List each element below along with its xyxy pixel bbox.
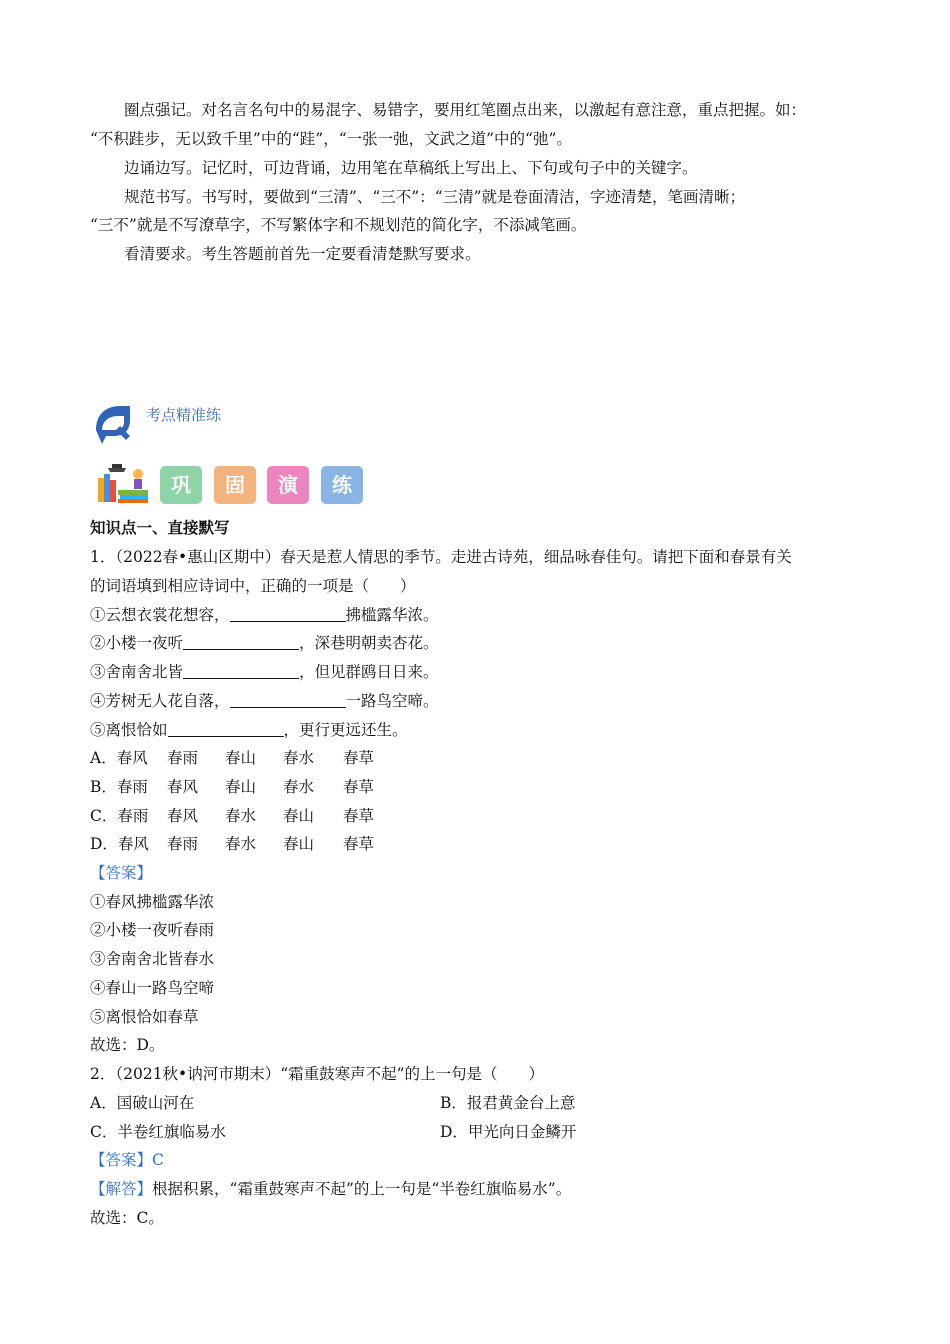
tile-gong: 巩 — [160, 466, 202, 504]
q1-answer-line-4: ④春山一路鸟空啼 — [90, 979, 215, 997]
answer-blank — [168, 720, 284, 737]
answer-blank — [230, 605, 346, 622]
kp1-title: 知识点一、直接默写 — [90, 518, 230, 537]
q2-option-c: C．半卷红旗临易水 — [90, 1123, 226, 1141]
q1-choice: 故选：D。 — [90, 1036, 165, 1054]
tile-yan: 演 — [267, 466, 309, 504]
q1-blank-5: ⑤离恨恰如 ，更行更远还生。 — [90, 721, 408, 739]
intro-line-3: 边诵边写。记忆时，可边背诵，边用笔在草稿纸上写出上、下句或句子中的关键字。 — [124, 159, 698, 177]
q1-answer-line-5: ⑤离恨恰如春草 — [90, 1008, 199, 1026]
q1-blank-4: ④芳树无人花自落， 一路鸟空啼。 — [90, 692, 439, 710]
section-title: 考点精准练 — [146, 406, 222, 424]
intro-line-5: “三不”就是不写潦草字，不写繁体字和不规划范的简化字，不添减笔画。 — [90, 216, 587, 234]
answer-blank — [230, 691, 346, 708]
books-icon — [90, 456, 154, 504]
q1-blank-3: ③舍南舍北皆 ，但见群鸥日日来。 — [90, 663, 439, 681]
intro-line-2: “不积跬步，无以致千里”中的“跬”，“一张一弛，文武之道”中的“弛”。 — [90, 130, 572, 148]
q1-blank-2: ②小楼一夜听 ，深巷明朝卖杏花。 — [90, 634, 439, 652]
q1-answer-label: 【答案】 — [90, 864, 153, 882]
answer-blank — [183, 662, 299, 679]
q2-stem: 2．（2021秋•讷河市期末）“霜重鼓寒声不起”的上一句是（ ） — [90, 1065, 545, 1083]
q2-answer: 【答案】C — [90, 1151, 164, 1169]
q2-choice: 故选：C。 — [90, 1209, 164, 1227]
q1-answer-line-3: ③舍南舍北皆春水 — [90, 950, 215, 968]
q1-stem-2: 的词语填到相应诗词中，正确的一项是（ ） — [90, 577, 416, 595]
q1-stem-1: 1．（2022春•惠山区期中）春天是惹人情思的季节。走进古诗苑，细品咏春佳句。请把下面和春景有关 — [90, 548, 792, 566]
intro-line-6: 看清要求。考生答题前首先一定要看清楚默写要求。 — [124, 245, 481, 263]
q2-analysis: 【解答】根据积累，“霜重鼓寒声不起”的上一句是“半卷红旗临易水”。 — [90, 1180, 572, 1198]
q2-option-d: D．甲光向日金鳞开 — [440, 1123, 577, 1141]
answer-blank — [183, 633, 299, 650]
intro-line-4: 规范书写。书写时，要做到“三清”、“三不”：“三清”就是卷面清洁，字迹清楚，笔画清晰； — [124, 188, 746, 206]
q1-answer-line-1: ①春风拂槛露华浓 — [90, 893, 215, 911]
q1-answer-line-2: ②小楼一夜听春雨 — [90, 921, 215, 939]
q1-blank-1: ①云想衣裳花想容， 拂槛露华浓。 — [90, 606, 439, 624]
tile-lian: 练 — [321, 466, 363, 504]
q2-option-a: A．国破山河在 — [90, 1094, 195, 1112]
pencil-icon — [90, 400, 134, 448]
q2-option-b: B．报君黄金台上意 — [440, 1094, 576, 1112]
intro-line-1: 圈点强记。对名言名句中的易混字、易错字，要用红笔圈点出来，以激起有意注意，重点把握。如： — [124, 101, 807, 119]
tile-gu: 固 — [214, 466, 256, 504]
